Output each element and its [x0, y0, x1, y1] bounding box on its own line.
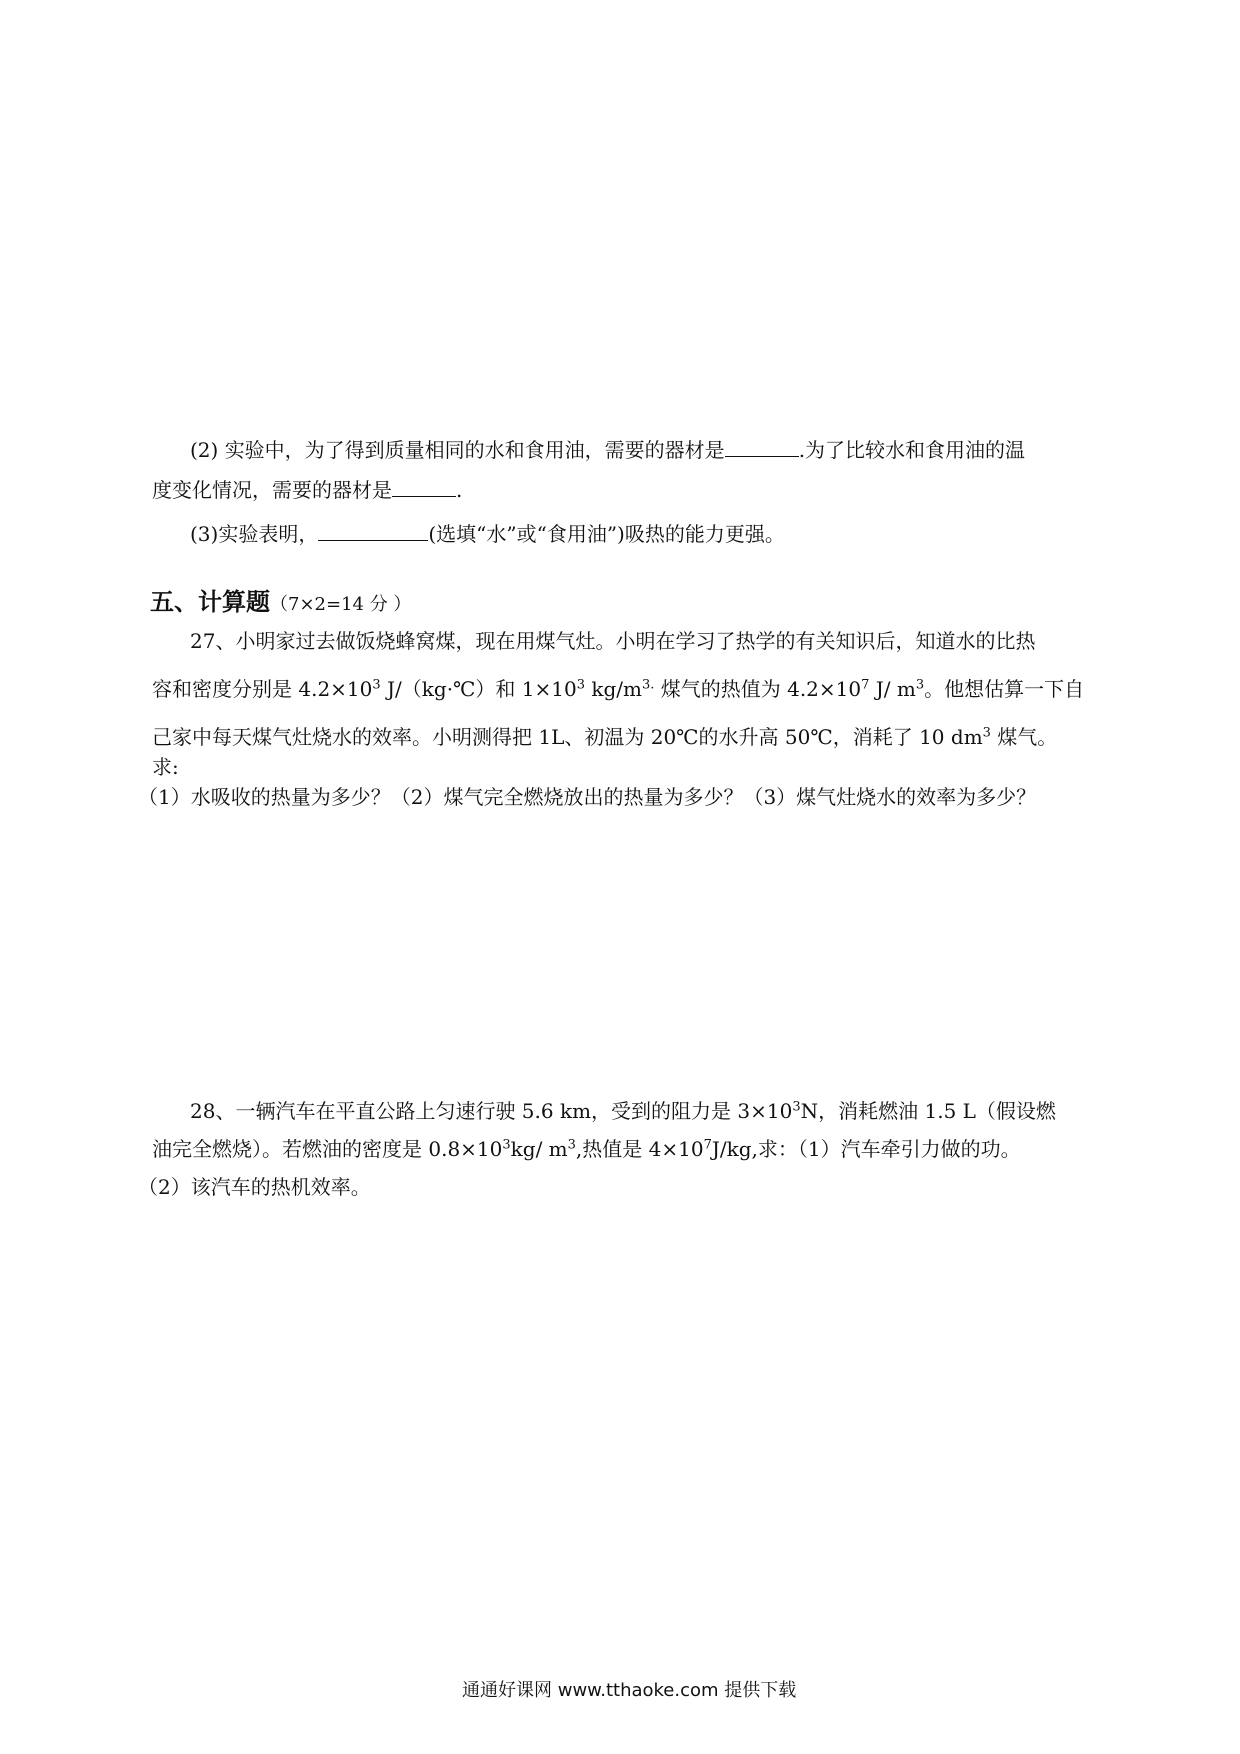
q26-part2-line2 [152, 476, 462, 504]
q27-line3 [152, 723, 1057, 751]
q26-part2-text-d: . [456, 478, 463, 502]
q28-text-2a: 油完全燃烧）。若燃油的密度是 0.8×10 [152, 1137, 503, 1161]
q26-blank-1[interactable] [725, 436, 799, 457]
q28-sup-4: 7 [703, 1137, 712, 1153]
section5-title: 五、计算题 [150, 588, 270, 616]
q27-text-3b: 煤气。 [990, 725, 1058, 749]
q27-sup-2: 3 [576, 677, 585, 693]
q27-sup-5: 3 [915, 677, 925, 693]
q26-blank-3[interactable] [318, 520, 428, 541]
q28-line1 [190, 1097, 1056, 1125]
section5-note: （7×2=14 分 ） [270, 594, 412, 615]
q26-part3-text-a: (3)实验表明， [190, 522, 319, 546]
q27-text-1: 27、小明家过去做饭烧蜂窝煤，现在用煤气灶。小明在学习了热学的有关知识后，知道水的比热 [190, 629, 1036, 653]
q26-part2-text-a: (2) 实验中，为了得到质量相同的水和食用油，需要的器材是 [190, 438, 725, 462]
q27-sup-1: 3 [372, 677, 381, 693]
q27-text-2d: 煤气的热值为 4.2×10 [654, 677, 862, 701]
q27-line5 [138, 783, 1036, 811]
q28-text-1b: N，消耗燃油 1.5 L（假设燃 [800, 1099, 1056, 1123]
q27-sup-6: 3 [982, 725, 991, 741]
q27-line1 [190, 627, 1035, 655]
q28-sup-2: 3 [502, 1137, 511, 1153]
q27-line2 [152, 675, 1084, 703]
section5-heading [150, 588, 411, 619]
q27-text-2c: kg/m [585, 677, 642, 701]
q27-text-4: 求: [152, 755, 179, 779]
q28-sup-3: 3 [567, 1137, 576, 1153]
q27-text-3a: 己家中每天煤气灶烧水的效率。小明测得把 1L、初温为 20℃的水升高 50℃，消耗了 10 dm [152, 725, 983, 749]
q28-text-2c: ,热值是 4×10 [575, 1137, 704, 1161]
page-footer [462, 1677, 796, 1705]
q26-part3-line [190, 520, 785, 548]
q28-text-2d: J/kg,求：（1）汽车牵引力做的功。 [711, 1137, 1021, 1161]
q26-part2-line1 [190, 436, 1025, 464]
q28-text-1a: 28、一辆汽车在平直公路上匀速行驶 5.6 km，受到的阻力是 3×10 [190, 1099, 793, 1123]
q28-line3 [138, 1173, 371, 1201]
q27-text-2e: J/ m [869, 677, 916, 701]
q27-text-2a: 容和密度分别是 4.2×10 [152, 677, 373, 701]
q27-text-2f: 。他想估算一下自 [924, 677, 1085, 701]
footer-text: 通通好课网 www.tthaoke.com 提供下载 [462, 1680, 797, 1701]
q27-line4 [152, 753, 179, 781]
q28-sup-1: 3 [792, 1099, 801, 1115]
q27-sup-3: 3. [641, 677, 655, 693]
q26-blank-2[interactable] [392, 476, 456, 497]
q28-text-3: （2）该汽车的热机效率。 [138, 1175, 371, 1199]
q26-part3-text-b: (选填“水”或“食用油”)吸热的能力更强。 [428, 522, 785, 546]
q28-text-2b: kg/ m [510, 1137, 568, 1161]
q27-text-2b: J/（kg·℃）和 1×10 [380, 677, 577, 701]
q26-part2-text-c: 度变化情况，需要的器材是 [152, 478, 392, 502]
q27-sup-4: 7 [861, 677, 870, 693]
q26-part2-text-b: .为了比较水和食用油的温 [798, 438, 1026, 462]
q28-line2 [152, 1135, 1021, 1163]
q27-text-5: （1）水吸收的热量为多少？（2）煤气完全燃烧放出的热量为多少？（3）煤气灶烧水的效率为多少？ [138, 785, 1037, 809]
